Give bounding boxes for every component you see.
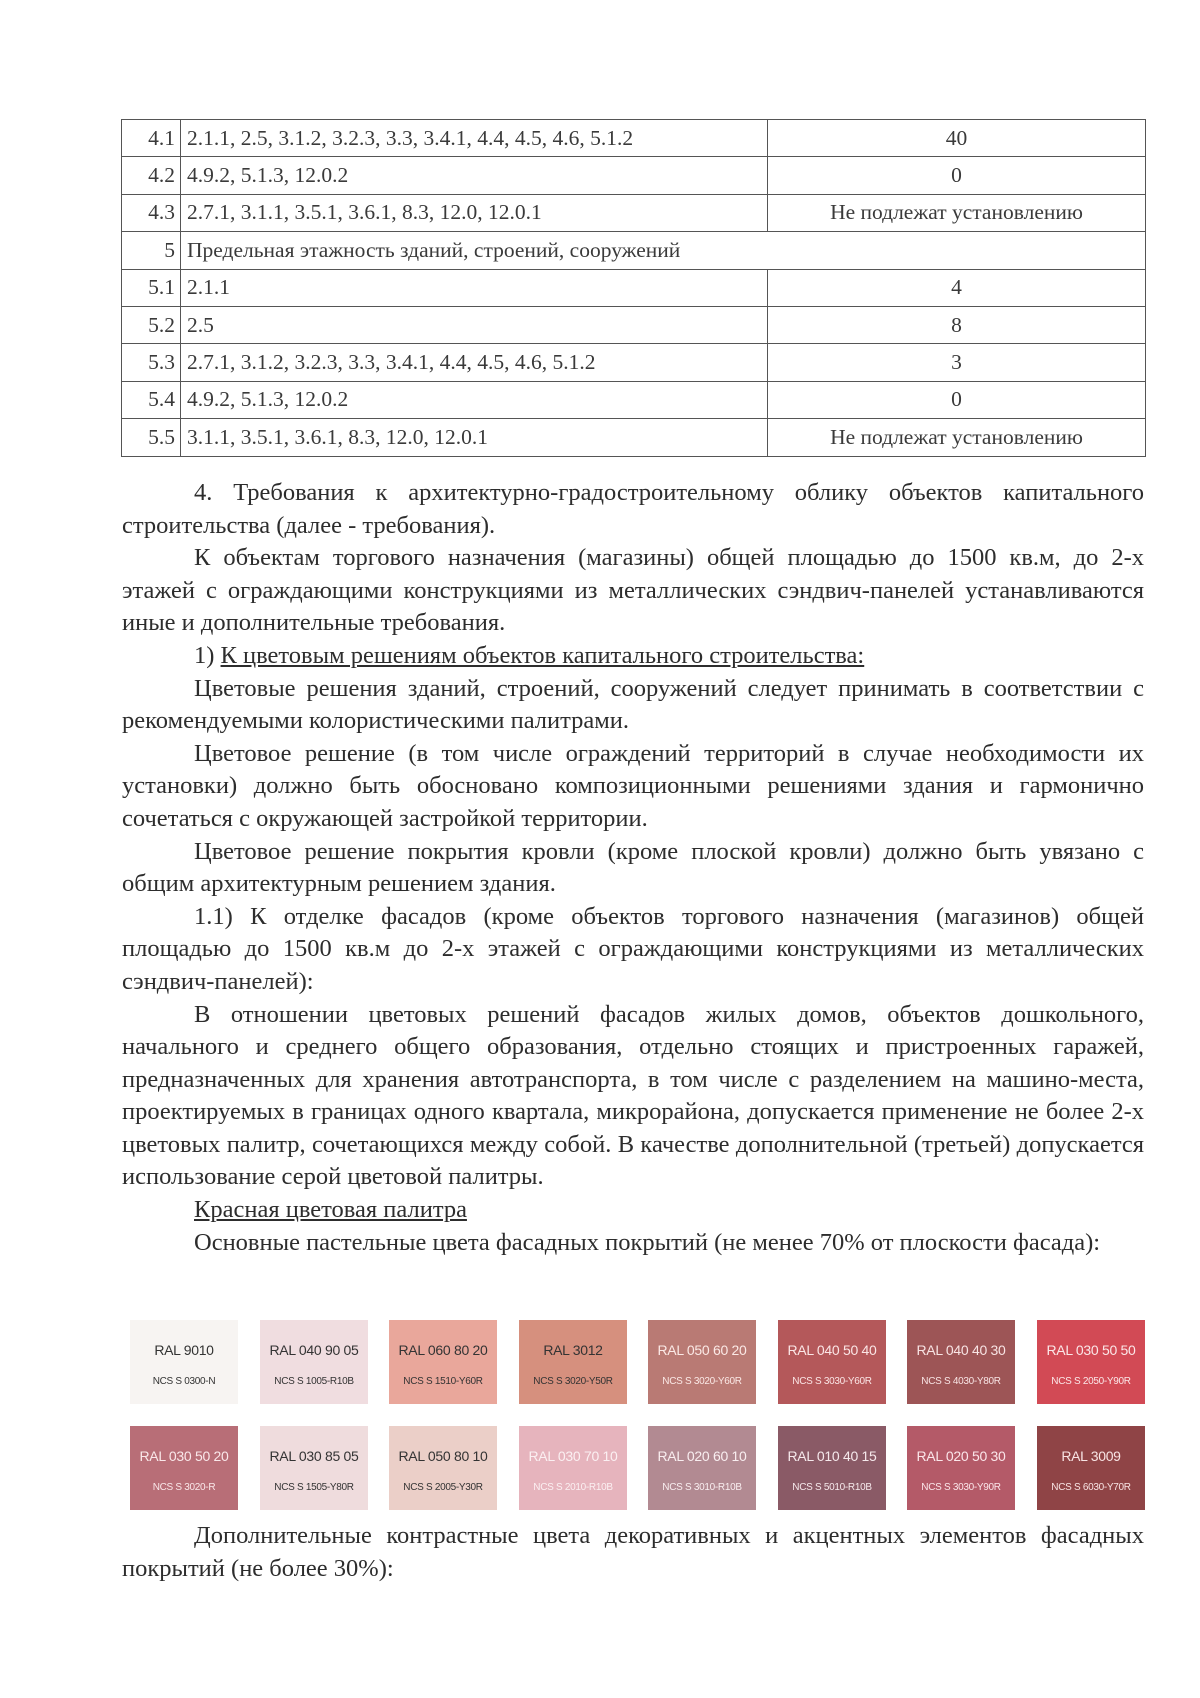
palette-heading-text: Красная цветовая палитра [194,1196,467,1224]
row-value: Не подлежат установлению [768,194,1146,231]
swatch-ral-code: RAL 010 40 15 [787,1448,877,1464]
row-number: 5 [122,232,181,269]
swatch-ral-code: RAL 060 80 20 [398,1342,488,1358]
swatch-ncs-code: NCS S 4030-Y80R [921,1376,1001,1387]
paragraph: К объектам торгового назначения (магазины) общей площадью до 1500 кв.м, до 2-х этажей с ограждающими конструкциями из металлических сэндвич-панелей устанавливаются иные и дополнительные требования. [122,544,1144,637]
row-codes: 4.9.2, 5.1.3, 12.0.2 [181,157,768,194]
color-swatch [907,1426,1015,1510]
paragraph: Дополнительные контрастные цвета декоративных и акцентных элементов фасадных покрытий (не более 30%): [122,1522,1144,1582]
swatch-ral-code: RAL 3012 [543,1342,603,1358]
swatch-row-1 [130,1320,1145,1404]
subsection-title: К цветовым решениям объектов капитального строительства: [220,641,865,669]
swatch-ncs-code: NCS S 3010-R10B [662,1482,742,1493]
swatch-ncs-code: NCS S 2005-Y30R [403,1482,483,1493]
swatch-ncs-code: NCS S 1505-Y80R [274,1482,354,1493]
color-swatch [519,1426,627,1510]
swatch-ncs-code: NCS S 1005-R10B [274,1376,354,1387]
swatch-ral-code: RAL 030 85 05 [269,1448,359,1464]
row-value: Не подлежат установлению [768,419,1146,456]
swatch-ncs-code: NCS S 2010-R10B [533,1482,613,1493]
paragraph: 4. Требования к архитектурно-градостроительному облику объектов капитального строительства (далее - требования). [122,479,1144,539]
paragraph: Цветовые решения зданий, строений, сооружений следует принимать в соответствии с рекомендуемыми колористическими палитрами. [122,674,1144,735]
swatch-row-2 [130,1426,1145,1510]
swatch-ral-code: RAL 040 40 30 [916,1342,1006,1358]
swatch-ral-code: RAL 040 50 40 [787,1342,877,1358]
paragraph: Цветовое решение покрытия кровли (кроме плоской кровли) должно быть увязано с общим архитектурным решением здания. [122,837,1144,898]
swatch-ral-code: RAL 020 50 30 [916,1448,1006,1464]
table-section-row [122,232,1146,269]
row-codes: 2.7.1, 3.1.2, 3.2.3, 3.3, 3.4.1, 4.4, 4.5, 4.6, 5.1.2 [181,344,768,381]
row-number: 5.2 [122,306,181,343]
body-text-bottom [122,1520,1144,1585]
swatch-ral-code: RAL 050 80 10 [398,1448,488,1464]
swatch-ncs-code: NCS S 5010-R10B [792,1482,872,1493]
swatch-ral-code: RAL 3009 [1061,1448,1121,1464]
swatch-ral-code: RAL 020 60 10 [657,1448,747,1464]
row-number: 4.1 [122,120,181,157]
swatch-ral-code: RAL 050 60 20 [657,1342,747,1358]
swatch-ral-code: RAL 030 50 50 [1046,1342,1136,1358]
row-number: 5.5 [122,419,181,456]
palette-heading [122,1194,1144,1227]
swatch-ncs-code: NCS S 2050-Y90R [1051,1376,1131,1387]
row-number: 5.3 [122,344,181,381]
color-swatch [260,1426,368,1510]
row-codes: 2.7.1, 3.1.1, 3.5.1, 3.6.1, 8.3, 12.0, 12.0.1 [181,194,768,231]
table-row [122,157,1146,194]
color-swatch [648,1320,756,1404]
paragraph: В отношении цветовых решений фасадов жилых домов, объектов дошкольного, начального и среднего общего образования, отдельно стоящих и пристроенных гаражей, предназначенных для хранения автотранспорта, в том числе с разделением на машино-места, проектируемых в границах одного квартала, микрорайона, допускается применение не более 2-х цветовых палитр, сочетающихся между собой. В качестве дополнительной (третьей) допускается использование серой цветовой палитры. [122,1000,1144,1191]
swatch-ncs-code: NCS S 3030-Y90R [921,1482,1001,1493]
row-number: 5.1 [122,269,181,306]
color-swatch [389,1426,497,1510]
body-text [122,477,1144,1259]
row-value: 40 [768,120,1146,157]
row-codes: 4.9.2, 5.1.3, 12.0.2 [181,381,768,418]
subsection-number: 1) [194,641,215,669]
row-codes: 3.1.1, 3.5.1, 3.6.1, 8.3, 12.0, 12.0.1 [181,419,768,456]
row-value: 3 [768,344,1146,381]
color-swatch [519,1320,627,1404]
row-value: 4 [768,269,1146,306]
row-number: 4.2 [122,157,181,194]
row-value: 0 [768,157,1146,194]
color-swatch [648,1426,756,1510]
color-swatch [260,1320,368,1404]
table-row [122,269,1146,306]
row-value: 8 [768,306,1146,343]
table-row [122,306,1146,343]
row-codes: 2.1.1 [181,269,768,306]
row-number: 5.4 [122,381,181,418]
swatch-ncs-code: NCS S 0300-N [152,1376,216,1387]
paragraph: Цветовое решение (в том числе ограждений территорий в случае необходимости их установки) должно быть обосновано композиционными решениями здания и гармонично сочетаться с окружающей застройкой территории. [122,739,1144,832]
row-value: 0 [768,381,1146,418]
swatch-ral-code: RAL 030 50 20 [139,1448,229,1464]
table-row [122,194,1146,231]
color-swatch [778,1320,886,1404]
row-codes: 2.5 [181,306,768,343]
subsection-heading [122,640,1144,673]
section-heading: Предельная этажность зданий, строений, сооружений [181,232,1146,269]
color-swatch [907,1320,1015,1404]
color-swatch [778,1426,886,1510]
color-swatch [1037,1426,1145,1510]
swatch-ral-code: RAL 9010 [154,1342,214,1358]
swatch-ncs-code: NCS S 1510-Y60R [403,1376,483,1387]
row-codes: 2.1.1, 2.5, 3.1.2, 3.2.3, 3.3, 3.4.1, 4.4, 4.5, 4.6, 5.1.2 [181,120,768,157]
swatch-ncs-code: NCS S 3030-Y60R [792,1376,872,1387]
paragraph: Основные пастельные цвета фасадных покрытий (не менее 70% от плоскости фасада): [194,1228,1101,1256]
row-number: 4.3 [122,194,181,231]
color-swatch [389,1320,497,1404]
table-row [122,419,1146,456]
table-row [122,344,1146,381]
swatch-ncs-code: NCS S 6030-Y70R [1051,1482,1131,1493]
color-swatch [130,1320,238,1404]
swatch-ncs-code: NCS S 3020-Y50R [533,1376,613,1387]
paragraph: 1.1) К отделке фасадов (кроме объектов торгового назначения (магазинов) общей площадью до 1500 кв.м до 2-х этажей с ограждающими конструкциями из металлических сэндвич-панелей): [122,902,1144,995]
swatch-ncs-code: NCS S 3020-R [152,1482,216,1493]
table-row [122,120,1146,157]
table-row [122,381,1146,418]
color-swatch [130,1426,238,1510]
swatch-ral-code: RAL 040 90 05 [269,1342,359,1358]
swatch-ral-code: RAL 030 70 10 [528,1448,618,1464]
swatch-ncs-code: NCS S 3020-Y60R [662,1376,742,1387]
color-swatch [1037,1320,1145,1404]
regulations-table [121,119,1146,457]
